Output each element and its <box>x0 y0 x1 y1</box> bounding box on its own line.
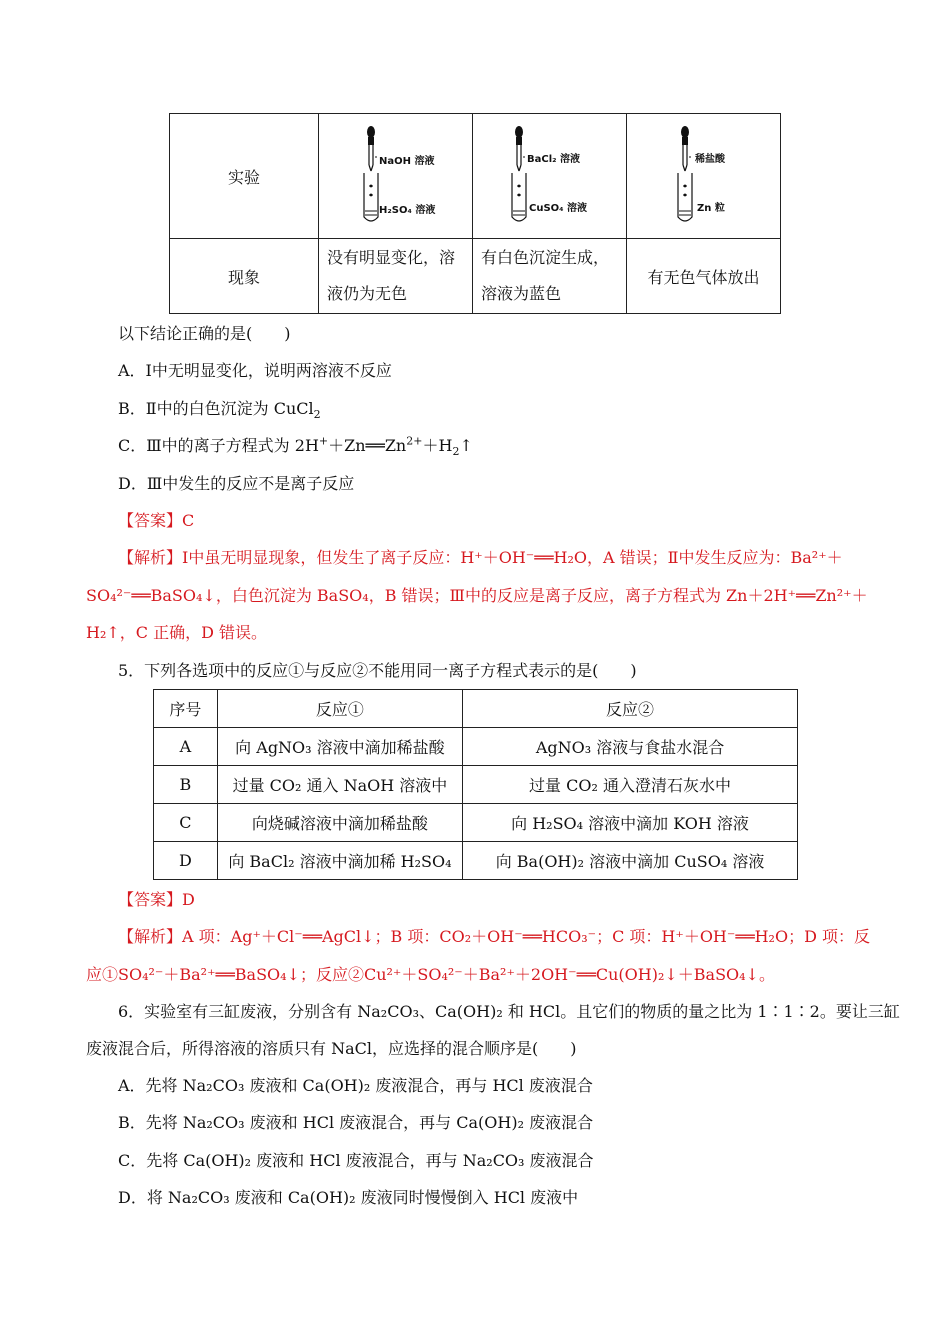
q4-analysis-line1: 【解析】Ⅰ中虽无明显现象，但发生了离子反应：H⁺＋OH⁻══H₂O，A 错误；Ⅱ中发生反应为：Ba²⁺＋ <box>118 548 843 567</box>
q6-option-b: B．先将 Na₂CO₃ 废液和 HCl 废液混合，再与 Ca(OH)₂ 废液混合 <box>118 1113 594 1132</box>
dropper-tube-diagram <box>473 115 626 238</box>
q6-stem-line1: 6．实验室有三缸废液，分别含有 Na₂CO₃、Ca(OH)₂ 和 HCl。且它们的物质的量之比为 1∶1∶2。要让三缸 <box>118 1002 900 1021</box>
experiment-cell-2 <box>473 114 627 239</box>
q6-option-a: A．先将 Na₂CO₃ 废液和 Ca(OH)₂ 废液混合，再与 HCl 废液混合 <box>118 1076 593 1095</box>
q4-option-c: C．Ⅲ中的离子方程式为 $2H^++Zn══Zn^{2+}+H_2↑$ <box>118 434 473 459</box>
q5-stem: 5．下列各选项中的反应①与反应②不能用同一离子方程式表示的是( ) <box>118 661 637 680</box>
table-row: C 向烧碱溶液中滴加稀盐酸 向 H₂SO₄ 溶液中滴加 KOH 溶液 <box>154 804 798 842</box>
reagent-bottom-label: H₂SO₄ 溶液 <box>379 205 436 216</box>
q4-option-d: D．Ⅲ中发生的反应不是离子反应 <box>118 474 355 493</box>
reagent-bottom-label: CuSO₄ 溶液 <box>529 203 588 214</box>
q4-option-a: A．Ⅰ中无明显变化，说明两溶液不反应 <box>118 361 392 380</box>
phenomenon-row <box>170 239 781 314</box>
table-row: B 过量 CO₂ 通入 NaOH 溶液中 过量 CO₂ 通入澄清石灰水中 <box>154 766 798 804</box>
reagent-bottom-label: Zn 粒 <box>697 203 725 214</box>
dropper-tube-diagram <box>319 115 472 238</box>
header-reaction-2: 反应② <box>463 690 798 728</box>
table-row: A 向 AgNO₃ 溶液中滴加稀盐酸 AgNO₃ 溶液与食盐水混合 <box>154 728 798 766</box>
dropper-tube-diagram <box>627 115 780 238</box>
phenomenon-cell-1: 没有明显变化，溶 液仍为无色 <box>319 239 473 314</box>
q4-analysis-line3: H₂↑，C 正确，D 错误。 <box>86 623 268 642</box>
header-reaction-1: 反应① <box>217 690 462 728</box>
experiment-row <box>170 114 781 239</box>
row-header-experiment: 实验 <box>170 114 319 239</box>
header-index: 序号 <box>154 690 218 728</box>
reaction-table <box>153 689 798 880</box>
q4-option-b: B．Ⅱ中的白色沉淀为 CuCl$_2$ <box>118 399 321 422</box>
experiment-table <box>169 113 781 314</box>
reagent-top-label: NaOH 溶液 <box>379 156 435 167</box>
q4-stem: 以下结论正确的是( ) <box>118 324 291 343</box>
table-row: D 向 BaCl₂ 溶液中滴加稀 H₂SO₄ 向 Ba(OH)₂ 溶液中滴加 CuSO₄ 溶液 <box>154 842 798 880</box>
q5-answer: 【答案】D <box>118 890 195 909</box>
phenomenon-cell-3: 有无色气体放出 <box>627 239 781 314</box>
phenomenon-cell-2: 有白色沉淀生成， 溶液为蓝色 <box>473 239 627 314</box>
reagent-top-label: BaCl₂ 溶液 <box>527 154 580 165</box>
row-header-phenomenon: 现象 <box>170 239 319 314</box>
q5-analysis-line1: 【解析】A 项：Ag⁺＋Cl⁻══AgCl↓；B 项：CO₂＋OH⁻══HCO₃⁻；C 项：H⁺＋OH⁻══H₂O；D 项：反 <box>118 927 870 946</box>
reagent-top-label: 稀盐酸 <box>695 154 725 165</box>
reaction-table-header <box>154 690 798 728</box>
q6-stem-line2: 废液混合后，所得溶液的溶质只有 NaCl，应选择的混合顺序是( ) <box>86 1039 577 1058</box>
q6-option-d: D．将 Na₂CO₃ 废液和 Ca(OH)₂ 废液同时慢慢倒入 HCl 废液中 <box>118 1188 579 1207</box>
experiment-cell-1 <box>319 114 473 239</box>
q5-analysis-line2: 应①SO₄²⁻＋Ba²⁺══BaSO₄↓；反应②Cu²⁺＋SO₄²⁻＋Ba²⁺＋2OH⁻══Cu(OH)₂↓＋BaSO₄↓。 <box>86 965 775 984</box>
experiment-cell-3 <box>627 114 781 239</box>
q4-answer: 【答案】C <box>118 511 195 530</box>
q6-option-c: C．先将 Ca(OH)₂ 废液和 HCl 废液混合，再与 Na₂CO₃ 废液混合 <box>118 1151 594 1170</box>
q4-analysis-line2: SO₄²⁻══BaSO₄↓，白色沉淀为 BaSO₄，B 错误；Ⅲ中的反应是离子反应，离子方程式为 Zn＋2H⁺══Zn²⁺＋ <box>86 586 868 605</box>
